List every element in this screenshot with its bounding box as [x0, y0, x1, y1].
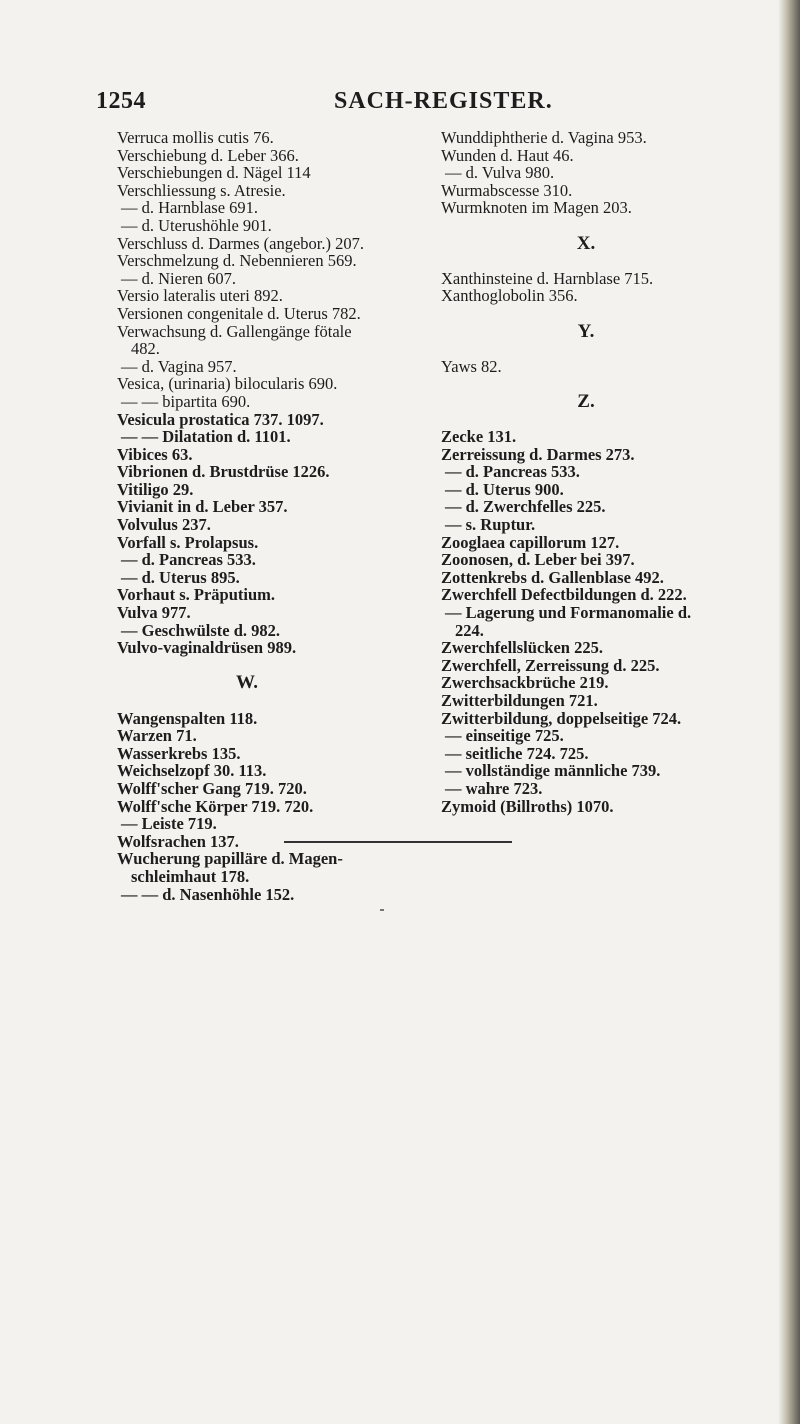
- index-entry: Zwerchfell, Zerreissung d. 225.: [441, 655, 660, 675]
- index-subentry: — d. Uterus 895.: [121, 567, 240, 587]
- index-subentry: — Leiste 719.: [121, 814, 217, 834]
- index-entry: Wurmabscesse 310.: [441, 180, 573, 200]
- index-entry: Warzen 71.: [117, 726, 197, 746]
- index-entry: Vesicula prostatica 737. 1097.: [117, 409, 324, 429]
- spacer: [441, 305, 771, 323]
- index-entry: Wunden d. Haut 46.: [441, 145, 574, 165]
- index-entry: Wunddiphtherie d. Vagina 953.: [441, 128, 647, 147]
- index-entry: Zwitterbildung, doppelseitige 724.: [441, 708, 682, 728]
- index-subentry: — seitliche 724. 725.: [445, 743, 589, 763]
- index-entry-continuation: 482.: [131, 339, 160, 359]
- index-entry: Zwitterbildungen 721.: [441, 691, 598, 710]
- index-subentry: — d. Zwerchfelles 225.: [445, 497, 606, 517]
- index-column-right: [441, 129, 771, 815]
- spacer: [117, 657, 417, 675]
- index-subentry: — s. Ruptur.: [445, 515, 536, 535]
- index-entry: Verschliessung s. Atresie.: [117, 180, 286, 200]
- index-subentry: — d. Nieren 607.: [121, 268, 237, 288]
- index-entry: Wangenspalten 118.: [117, 708, 258, 728]
- index-entry: Verschmelzung d. Nebennieren 569.: [117, 251, 357, 271]
- index-subentry: — d. Pancreas 533.: [445, 462, 580, 482]
- index-entry: Zwerchfellslücken 225.: [441, 638, 603, 658]
- index-entry: Wasserkrebs 135.: [117, 743, 241, 763]
- spacer: [117, 692, 417, 710]
- index-entry: Xanthinsteine d. Harnblase 715.: [441, 268, 654, 288]
- print-mark: [380, 909, 384, 911]
- spacer: [441, 217, 771, 235]
- index-entry: Verschluss d. Darmes (angebor.) 207.: [117, 233, 364, 253]
- index-entry: Versio lateralis uteri 892.: [117, 286, 283, 306]
- index-entry: Zecke 131.: [441, 427, 517, 447]
- index-entry: Wolff'sche Körper 719. 720.: [117, 796, 314, 816]
- index-entry: Wucherung papilläre d. Magen-: [117, 849, 343, 869]
- index-subentry: — — d. Nasenhöhle 152.: [121, 884, 295, 904]
- spacer: [441, 411, 771, 429]
- index-entry: Zerreissung d. Darmes 273.: [441, 444, 635, 464]
- index-entry: Zwerchsackbrüche 219.: [441, 673, 609, 693]
- end-rule: [284, 841, 512, 843]
- index-entry: Weichselzopf 30. 113.: [117, 761, 267, 781]
- index-entry-continuation: 224.: [455, 620, 484, 640]
- page-number: 1254: [96, 88, 146, 114]
- index-entry-continuation: schleimhaut 178.: [131, 866, 250, 886]
- index-subentry: — wahre 723.: [445, 778, 543, 798]
- index-entry: Wurmknoten im Magen 203.: [441, 198, 632, 218]
- index-entry: Vesica, (urinaria) bilocularis 690.: [117, 374, 338, 394]
- index-subentry: — — bipartita 690.: [121, 391, 251, 411]
- spacer: [441, 375, 771, 393]
- index-entry: Wolff'scher Gang 719. 720.: [117, 778, 307, 798]
- running-title: SACH-REGISTER.: [334, 88, 553, 114]
- scan-edge-shadow: [778, 0, 800, 1424]
- index-entry: Vulvo-vaginaldrüsen 989.: [117, 638, 297, 658]
- section-heading-w: W.: [235, 672, 258, 694]
- spacer: [441, 340, 771, 358]
- index-entry: Verschiebungen d. Nägel 114: [117, 163, 311, 183]
- index-entry: Vulva 977.: [117, 603, 191, 623]
- index-entry: Verruca mollis cutis 76.: [117, 128, 274, 147]
- index-entry: Verwachsung d. Gallengänge fötale: [117, 321, 352, 341]
- index-entry: Vibrionen d. Brustdrüse 1226.: [117, 462, 330, 482]
- index-subentry: — d. Uterushöhle 901.: [121, 215, 272, 235]
- index-entry: Versionen congenitale d. Uterus 782.: [117, 303, 361, 323]
- index-subentry: — d. Harnblase 691.: [121, 198, 259, 218]
- index-subentry: — vollständige männliche 739.: [445, 761, 661, 781]
- index-entry: Yaws 82.: [441, 356, 502, 376]
- section-heading-y: Y.: [577, 320, 595, 342]
- index-entry: Volvulus 237.: [117, 515, 211, 535]
- section-heading-z: Z.: [577, 390, 595, 412]
- index-subentry: — d. Pancreas 533.: [121, 550, 256, 570]
- index-entry: Vibices 63.: [117, 444, 193, 464]
- index-entry: Vivianit in d. Leber 357.: [117, 497, 288, 517]
- index-entry: Vorfall s. Prolapsus.: [117, 532, 259, 552]
- index-subentry: — einseitige 725.: [445, 726, 564, 746]
- index-subentry: — d. Uterus 900.: [445, 479, 564, 499]
- index-subentry: — Lagerung und Formanomalie d.: [445, 603, 692, 623]
- index-entry: Vitiligo 29.: [117, 479, 194, 499]
- index-entry: Zooglaea capillorum 127.: [441, 532, 620, 552]
- index-column-left: [117, 129, 417, 903]
- index-subentry: — — Dilatation d. 1101.: [121, 427, 291, 447]
- index-entry: Wolfsrachen 137.: [117, 831, 239, 851]
- index-subentry: — d. Vagina 957.: [121, 356, 237, 376]
- index-entry: Zottenkrebs d. Gallenblase 492.: [441, 567, 664, 587]
- spacer: [441, 252, 771, 270]
- index-subentry: — Geschwülste d. 982.: [121, 620, 281, 640]
- page-header: [96, 88, 756, 128]
- index-entry: Zwerchfell Defectbildungen d. 222.: [441, 585, 687, 605]
- index-entry: Zoonosen, d. Leber bei 397.: [441, 550, 635, 570]
- index-entry: Verschiebung d. Leber 366.: [117, 145, 299, 165]
- section-heading-x: X.: [576, 232, 596, 254]
- index-subentry: — d. Vulva 980.: [445, 163, 555, 183]
- index-entry: Zymoid (Billroths) 1070.: [441, 796, 614, 816]
- index-entry: Vorhaut s. Präputium.: [117, 585, 275, 605]
- index-entry: Xanthoglobolin 356.: [441, 286, 578, 306]
